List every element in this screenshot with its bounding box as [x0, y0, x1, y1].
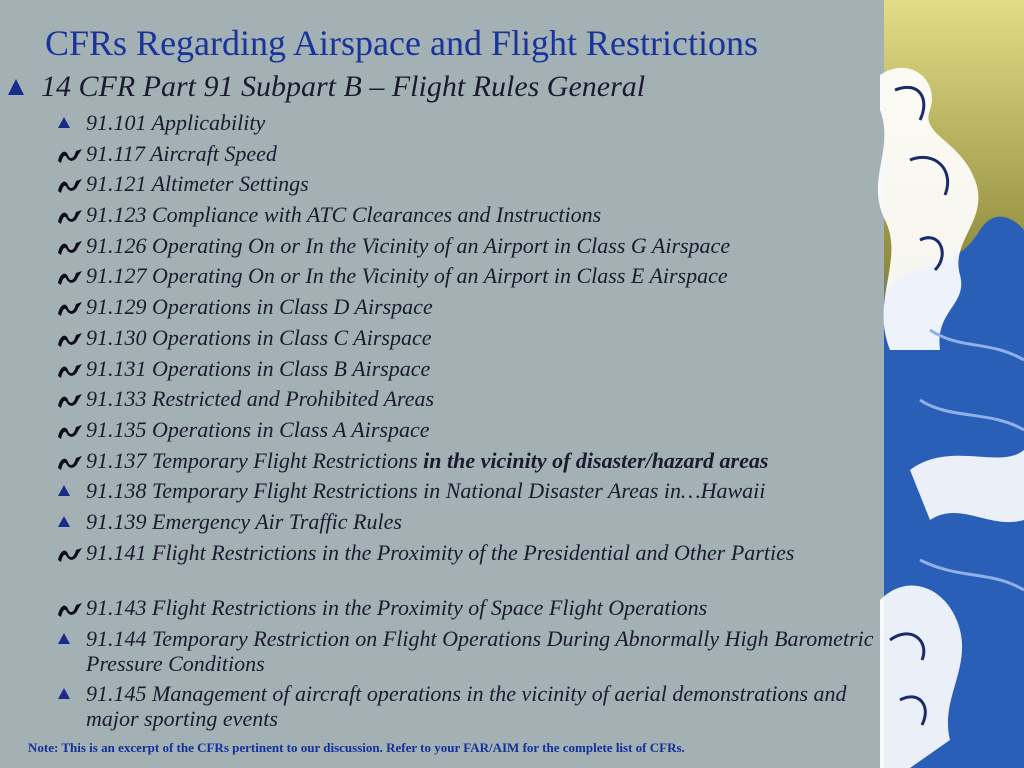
- list-item-label: 91.130 Operations in Class C Airspace: [86, 325, 432, 350]
- list-item-text: [86, 540, 886, 565]
- list-item-text: [86, 478, 886, 503]
- list-item-label: 91.135 Operations in Class A Airspace: [86, 417, 430, 442]
- list-item-text: [86, 202, 886, 227]
- list-item-label: 91.144 Temporary Restriction on Flight Operations During Abnormally High Barometric Pressure Conditions: [86, 626, 874, 676]
- list-item-label: 91.137 Temporary Flight Restrictions: [86, 448, 418, 473]
- list-item-label: 91.123 Compliance with ATC Clearances and Instructions: [86, 202, 602, 227]
- list-item-text: [86, 448, 886, 473]
- list-item-label: 91.101 Applicability: [86, 110, 266, 135]
- airplane-bullet-icon: [56, 267, 84, 287]
- airplane-bullet-icon: [56, 175, 84, 195]
- airplane-bullet-icon: [56, 390, 84, 410]
- list-item-text: [86, 263, 886, 288]
- list-item-text: [86, 626, 886, 676]
- level1-text: 14 CFR Part 91 Subpart B – Flight Rules General: [41, 70, 646, 103]
- triangle-bullet-icon: [56, 114, 84, 134]
- list-item-label: 91.138 Temporary Flight Restrictions in National Disaster Areas in…Hawaii: [86, 478, 766, 503]
- list-item-label: 91.117 Aircraft Speed: [86, 141, 277, 166]
- triangle-bullet-icon: [56, 685, 84, 705]
- airplane-bullet-icon: [56, 237, 84, 257]
- airplane-bullet-icon: [56, 452, 84, 472]
- triangle-bullet-icon: [7, 78, 25, 96]
- list-item-label: 91.141 Flight Restrictions in the Proximity of the Presidential and Other Parties: [86, 540, 795, 565]
- list-item-label: 91.133 Restricted and Prohibited Areas: [86, 386, 435, 411]
- list-item-text: [86, 417, 886, 442]
- airplane-bullet-icon: [56, 206, 84, 226]
- list-item-text: [86, 110, 886, 135]
- list-item-text: [86, 233, 886, 258]
- airplane-bullet-icon: [56, 544, 84, 564]
- list-item-text: [86, 386, 886, 411]
- airplane-bullet-icon: [56, 421, 84, 441]
- triangle-bullet-icon: [56, 630, 84, 650]
- list-item-label: 91.143 Flight Restrictions in the Proximity of Space Flight Operations: [86, 595, 708, 620]
- list-item-text: [86, 325, 886, 350]
- list-item-label: 91.139 Emergency Air Traffic Rules: [86, 509, 402, 534]
- list-item-emphasis: in the vicinity of disaster/hazard areas: [423, 448, 769, 473]
- list-item-text: [86, 171, 886, 196]
- list-item-text: [86, 356, 886, 381]
- list-item-label: 91.131 Operations in Class B Airspace: [86, 356, 431, 381]
- airplane-bullet-icon: [56, 298, 84, 318]
- list-item-text: [86, 595, 886, 620]
- list-item-label: 91.127 Operating On or In the Vicinity of an Airport in Class E Airspace: [86, 263, 728, 288]
- triangle-bullet-icon: [56, 482, 84, 502]
- footnote: Note: This is an excerpt of the CFRs pertinent to our discussion. Refer to your FAR/AIM for the complete list of CFRs.: [28, 740, 685, 755]
- airplane-bullet-icon: [56, 145, 84, 165]
- list-item-label: 91.129 Operations in Class D Airspace: [86, 294, 433, 319]
- list-item-text: [86, 509, 886, 534]
- list-item-label: 91.126 Operating On or In the Vicinity of an Airport in Class G Airspace: [86, 233, 731, 258]
- list-item-text: [86, 681, 886, 731]
- triangle-bullet-icon: [56, 513, 84, 533]
- list-item-label: 91.145 Management of aircraft operations in the vicinity of aerial demonstrations and major sporting events: [86, 681, 847, 731]
- list-item-text: [86, 294, 886, 319]
- airplane-bullet-icon: [56, 329, 84, 349]
- list-item-text: [86, 141, 886, 166]
- list-item-label: 91.121 Altimeter Settings: [86, 171, 309, 196]
- wave-artwork: [850, 0, 1024, 768]
- slide-title: CFRs Regarding Airspace and Flight Restrictions: [45, 23, 758, 63]
- airplane-bullet-icon: [56, 599, 84, 619]
- airplane-bullet-icon: [56, 360, 84, 380]
